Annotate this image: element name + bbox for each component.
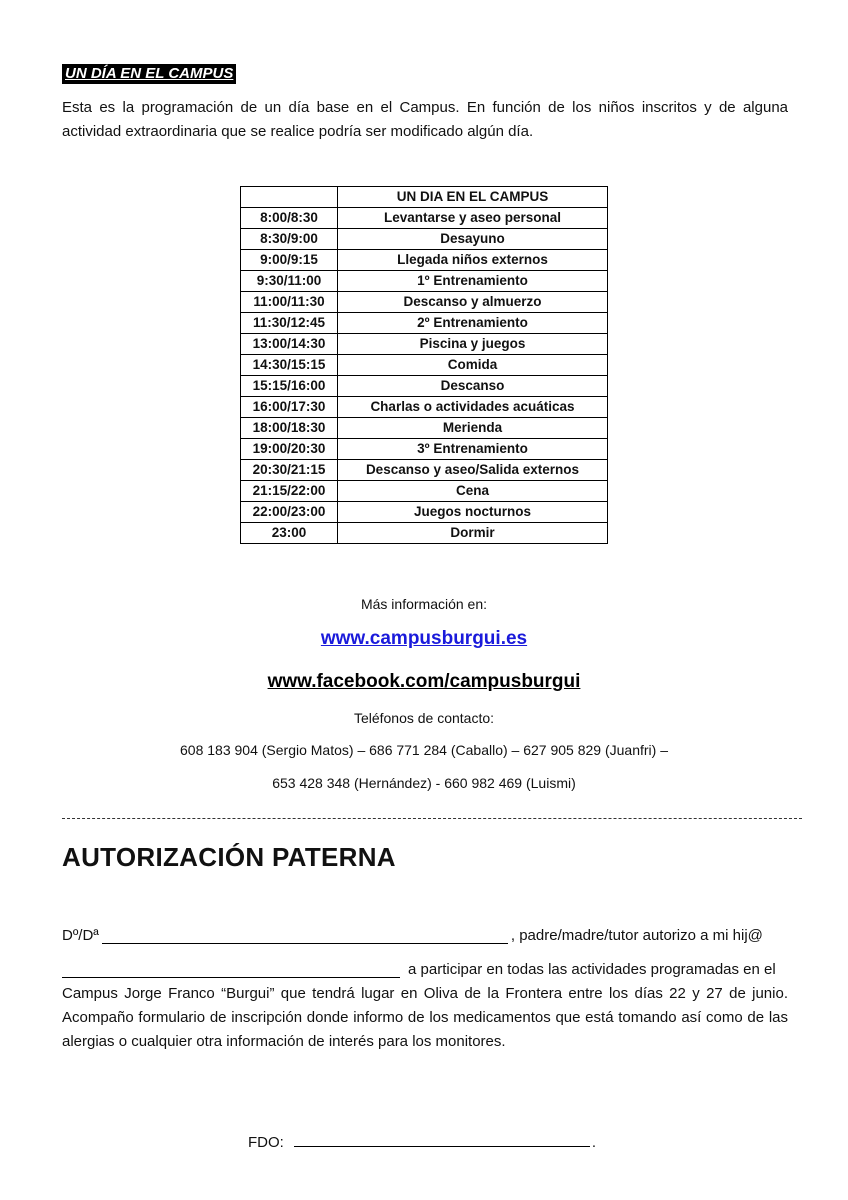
- schedule-time-cell: 15:15/16:00: [241, 376, 338, 397]
- schedule-time-cell: 11:00/11:30: [241, 292, 338, 313]
- schedule-activity-cell: Levantarse y aseo personal: [338, 208, 608, 229]
- schedule-time-cell: 9:30/11:00: [241, 271, 338, 292]
- schedule-row: [241, 439, 608, 460]
- phones-line-1: 608 183 904 (Sergio Matos) – 686 771 284 (Caballo) – 627 905 829 (Juanfri) –: [180, 742, 668, 758]
- schedule-activity-cell: Comida: [338, 355, 608, 376]
- schedule-activity-cell: Llegada niños externos: [338, 250, 608, 271]
- schedule-row: [241, 481, 608, 502]
- schedule-row: [241, 376, 608, 397]
- authorization-name-row: [62, 924, 788, 948]
- schedule-header-activity: UN DIA EN EL CAMPUS: [338, 187, 608, 208]
- schedule-row: [241, 502, 608, 523]
- schedule-time-cell: 11:30/12:45: [241, 313, 338, 334]
- schedule-activity-cell: Dormir: [338, 523, 608, 544]
- schedule-row: [241, 250, 608, 271]
- child-name-field[interactable]: [62, 959, 400, 978]
- schedule-activity-cell: 3º Entrenamiento: [338, 439, 608, 460]
- cut-line-divider: [62, 818, 802, 819]
- schedule-header-time: [241, 187, 338, 208]
- schedule-activity-cell: Desayuno: [338, 229, 608, 250]
- signature-label: FDO:: [248, 1134, 284, 1151]
- schedule-header-row: [241, 187, 608, 208]
- schedule-time-cell: 16:00/17:30: [241, 397, 338, 418]
- schedule-time-cell: 20:30/21:15: [241, 460, 338, 481]
- prefix-label: Dº/Dª: [62, 927, 99, 944]
- authorization-body: Campus Jorge Franco “Burgui” que tendrá lugar en Oliva de la Frontera entre los días 22 y 27 de junio. Acompaño formulario de inscripción donde informo de los medicamentos que está tomando así como de las alergias o cualquier otra información de interés para los monitores.: [62, 985, 788, 1050]
- schedule-row: [241, 418, 608, 439]
- schedule-activity-cell: 1º Entrenamiento: [338, 271, 608, 292]
- authorization-child-row: [62, 958, 788, 982]
- schedule-time-cell: 18:00/18:30: [241, 418, 338, 439]
- schedule-time-cell: 14:30/15:15: [241, 355, 338, 376]
- more-info-label: Más información en:: [360, 596, 488, 612]
- section-title: UN DÍA EN EL CAMPUS: [62, 64, 236, 84]
- signature-end: .: [591, 1134, 597, 1151]
- parent-name-field[interactable]: [102, 925, 508, 944]
- schedule-row: [241, 460, 608, 481]
- schedule-time-cell: 21:15/22:00: [241, 481, 338, 502]
- schedule-time-cell: 13:00/14:30: [241, 334, 338, 355]
- facebook-link[interactable]: www.facebook.com/campusburgui: [267, 671, 581, 692]
- schedule-row: [241, 523, 608, 544]
- schedule-time-cell: 9:00/9:15: [241, 250, 338, 271]
- schedule-row: [241, 292, 608, 313]
- schedule-row: [241, 229, 608, 250]
- after-name-text: , padre/madre/tutor autorizo a mi hij@: [510, 927, 763, 944]
- phones-label: Teléfonos de contacto:: [353, 710, 495, 726]
- schedule-activity-cell: Juegos nocturnos: [338, 502, 608, 523]
- website-link[interactable]: www.campusburgui.es: [320, 628, 528, 649]
- schedule-activity-cell: 2º Entrenamiento: [338, 313, 608, 334]
- schedule-time-cell: 19:00/20:30: [241, 439, 338, 460]
- after-child-text: a participar en todas las actividades programadas en el: [408, 961, 776, 978]
- intro-paragraph: Esta es la programación de un día base en el Campus. En función de los niños inscritos y de alguna actividad extraordinaria que se realice podría ser modificado algún día.: [62, 99, 788, 140]
- schedule-time-cell: 8:00/8:30: [241, 208, 338, 229]
- schedule-table: [240, 186, 608, 544]
- schedule-time-cell: 8:30/9:00: [241, 229, 338, 250]
- schedule-activity-cell: Descanso y aseo/Salida externos: [338, 460, 608, 481]
- authorization-title: AUTORIZACIÓN PATERNA: [62, 842, 396, 872]
- signature-row: [248, 1128, 596, 1151]
- schedule-row: [241, 313, 608, 334]
- schedule-row: [241, 271, 608, 292]
- phones-line-2: 653 428 348 (Hernández) - 660 982 469 (Luismi): [272, 775, 576, 791]
- schedule-activity-cell: Descanso y almuerzo: [338, 292, 608, 313]
- schedule-row: [241, 355, 608, 376]
- schedule-row: [241, 397, 608, 418]
- signature-field[interactable]: [294, 1128, 590, 1147]
- schedule-body: [241, 208, 608, 544]
- schedule-row: [241, 208, 608, 229]
- schedule-row: [241, 334, 608, 355]
- schedule-activity-cell: Descanso: [338, 376, 608, 397]
- schedule-activity-cell: Piscina y juegos: [338, 334, 608, 355]
- schedule-activity-cell: Cena: [338, 481, 608, 502]
- schedule-time-cell: 23:00: [241, 523, 338, 544]
- schedule-activity-cell: Charlas o actividades acuáticas: [338, 397, 608, 418]
- schedule-time-cell: 22:00/23:00: [241, 502, 338, 523]
- schedule-activity-cell: Merienda: [338, 418, 608, 439]
